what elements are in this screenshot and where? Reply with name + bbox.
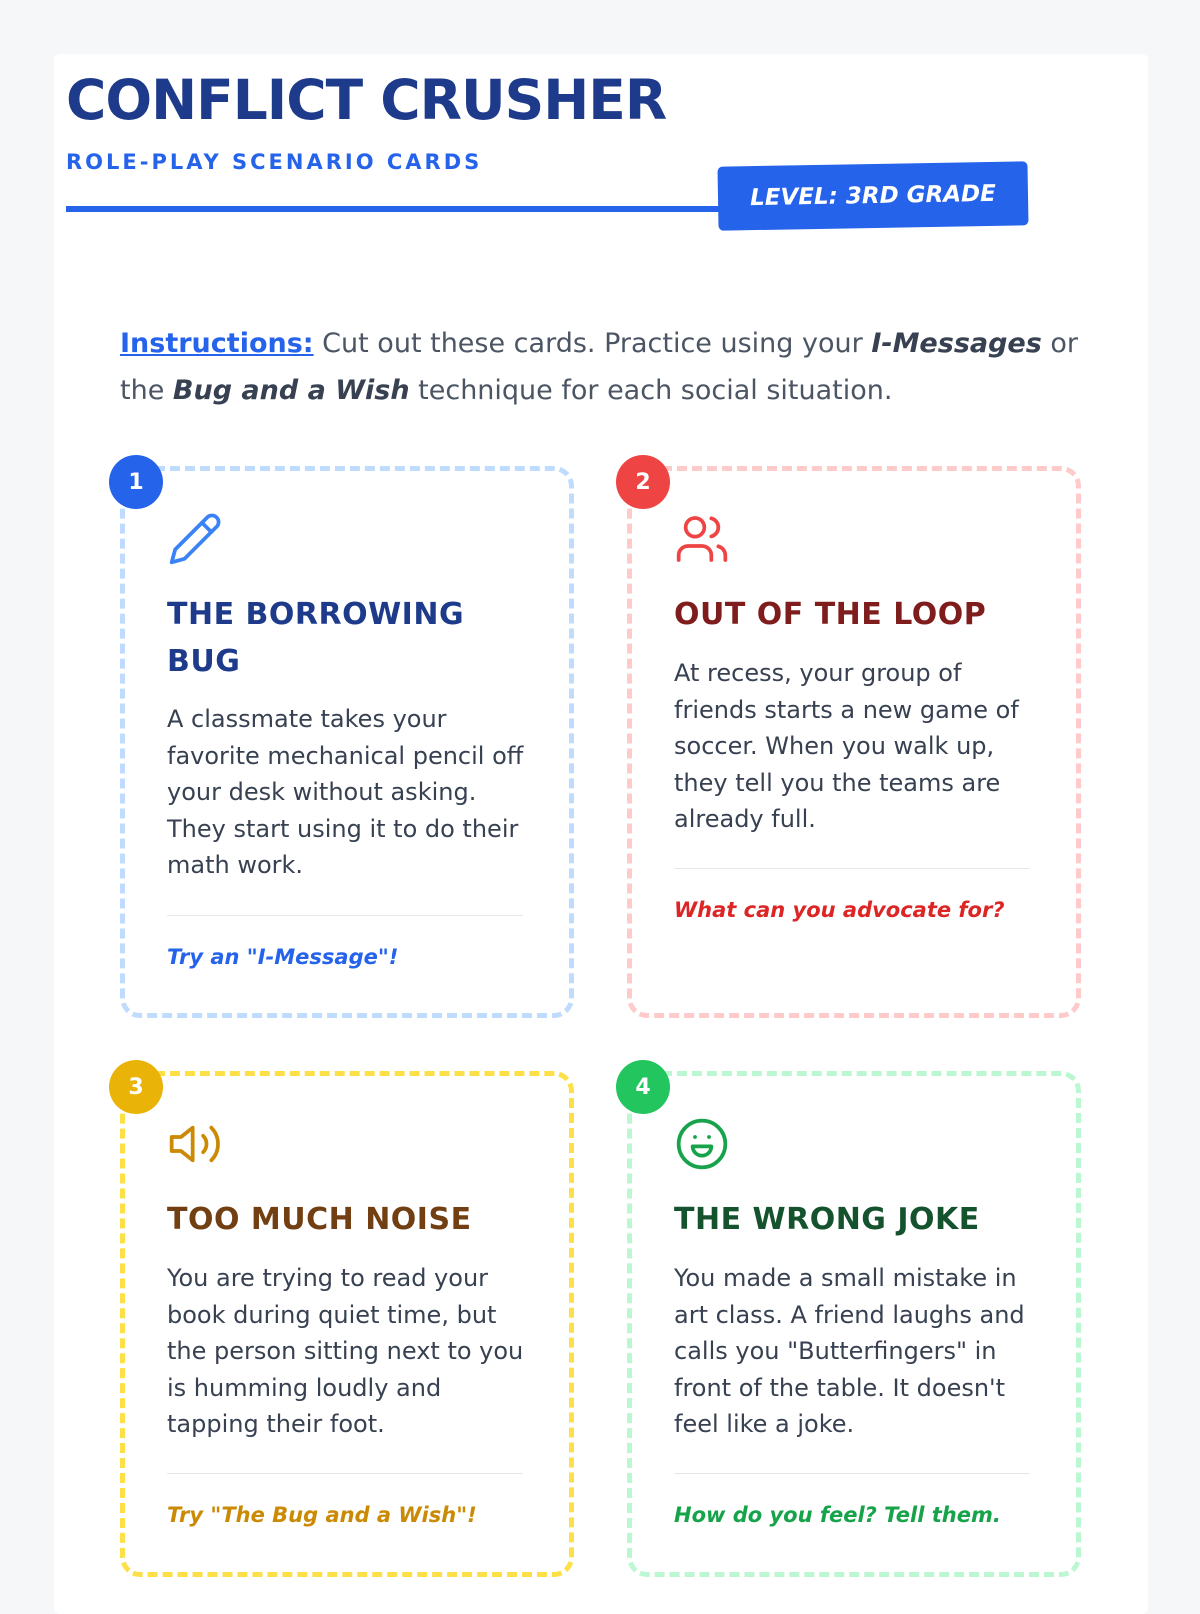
instructions-emphasis-2: Bug and a Wish xyxy=(172,375,410,406)
card-number-badge: 2 xyxy=(616,455,670,509)
card-title: TOO MUCH NOISE xyxy=(167,1202,472,1237)
card-number-badge: 1 xyxy=(109,455,163,509)
card-title: THE BORROWING BUG xyxy=(167,597,465,679)
card-description: A classmate takes your favorite mechanical pencil off your desk without asking. They start using it to do their math work. xyxy=(167,705,524,879)
instructions-label: Instructions: xyxy=(120,328,314,359)
instructions-emphasis-1: I-Messages xyxy=(871,328,1042,359)
pencil-icon xyxy=(167,511,223,567)
scenario-card-2 xyxy=(627,466,1081,1018)
card-title: OUT OF THE LOOP xyxy=(674,597,987,632)
card-number-badge: 4 xyxy=(616,1060,670,1114)
smile-icon xyxy=(674,1116,730,1172)
card-prompt: Try "The Bug and a Wish"! xyxy=(167,1503,477,1527)
card-divider xyxy=(674,1473,1030,1474)
card-prompt: What can you advocate for? xyxy=(674,898,1005,922)
instructions-text-3: technique for each social situation. xyxy=(409,375,893,406)
card-prompt: Try an "I-Message"! xyxy=(167,945,399,969)
scenario-card-3 xyxy=(120,1071,574,1577)
instructions-text-2: or the xyxy=(120,328,1079,406)
card-prompt: How do you feel? Tell them. xyxy=(674,1503,1001,1527)
card-description: You made a small mistake in art class. A friend laughs and calls you "Butterfingers" in front of the table. It doesn't feel like a joke. xyxy=(674,1264,1025,1438)
users-icon xyxy=(674,511,730,567)
page-header xyxy=(66,66,1028,212)
scenario-card-1 xyxy=(120,466,574,1018)
card-title: THE WRONG JOKE xyxy=(674,1202,980,1237)
card-description: At recess, your group of friends starts a new game of soccer. When you walk up, they tell you the teams are already full. xyxy=(674,659,1019,833)
instructions-text-1: Cut out these cards. Practice using your xyxy=(313,328,872,359)
instructions xyxy=(120,320,1080,414)
card-description: You are trying to read your book during quiet time, but the person sitting next to you is humming loudly and tapping their foot. xyxy=(167,1264,524,1438)
page-subtitle: ROLE-PLAY SCENARIO CARDS xyxy=(66,150,483,174)
scenario-card-4 xyxy=(627,1071,1081,1577)
card-divider xyxy=(167,915,523,916)
level-badge: LEVEL: 3RD GRADE xyxy=(717,161,1028,230)
page-title: CONFLICT CRUSHER xyxy=(66,68,667,132)
speaker-icon xyxy=(167,1116,223,1172)
card-divider xyxy=(167,1473,523,1474)
card-number-badge: 3 xyxy=(109,1060,163,1114)
card-divider xyxy=(674,868,1030,869)
